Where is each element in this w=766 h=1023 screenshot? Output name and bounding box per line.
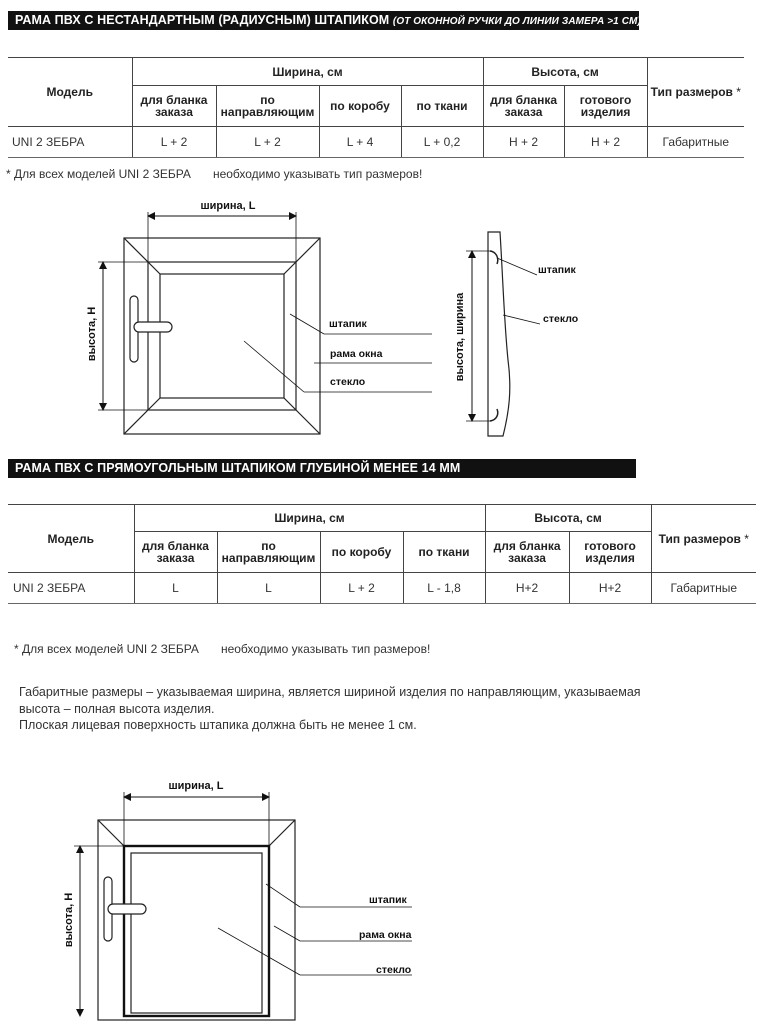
cell-value: L + 2 bbox=[320, 573, 403, 604]
height-label: высота, H bbox=[86, 306, 98, 362]
subheader-finished-product: готового изделия bbox=[569, 532, 651, 573]
label-window-frame: рама окна bbox=[330, 348, 383, 360]
section2-title: РАМА ПВХ С ПРЯМОУГОЛЬНЫМ ШТАПИКОМ ГЛУБИНОЙ МЕНЕЕ 14 ММ bbox=[15, 461, 461, 475]
cell-value: L bbox=[217, 573, 320, 604]
subheader-by-box: по коробу bbox=[320, 532, 403, 573]
cell-value: H + 2 bbox=[564, 127, 647, 158]
size-type-header-label: Тип размеров bbox=[658, 531, 741, 546]
section1-title: РАМА ПВХ С НЕСТАНДАРТНЫМ (РАДИУСНЫМ) ШТАПИКОМ bbox=[15, 13, 390, 27]
cell-value: H+2 bbox=[485, 573, 569, 604]
label-glass: стекло bbox=[376, 964, 412, 976]
model-header: Модель bbox=[8, 58, 132, 127]
section1-note-b: необходимо указывать тип размеров! bbox=[212, 167, 423, 181]
label-bead: штапик bbox=[329, 318, 367, 330]
width-label: ширина, L bbox=[200, 200, 256, 212]
window-frame bbox=[124, 238, 320, 434]
size-type-header-label: Тип размеров bbox=[650, 85, 733, 99]
width-header: Ширина, см bbox=[134, 505, 485, 532]
side-leader-glass bbox=[503, 315, 540, 324]
cell-size-type: Габаритные bbox=[647, 127, 744, 158]
section2-note-b: необходимо указывать тип размеров! bbox=[220, 642, 431, 656]
cell-model: UNI 2 ЗЕБРА bbox=[8, 127, 132, 158]
side-height-label: высота, ширина bbox=[454, 292, 466, 382]
window-bead-outer bbox=[124, 846, 269, 1016]
section2-note-a: * Для всех моделей UNI 2 ЗЕБРА bbox=[14, 642, 199, 656]
subheader-order-form-width: для бланка заказа bbox=[134, 532, 217, 573]
cell-value: H+2 bbox=[569, 573, 651, 604]
label-glass: стекло bbox=[330, 376, 366, 388]
subheader-by-box: по коробу bbox=[319, 86, 401, 127]
paragraph-line: Плоская лицевая поверхность штапика должна быть не менее 1 см. bbox=[19, 718, 417, 732]
cell-model: UNI 2 ЗЕБРА bbox=[8, 573, 134, 604]
window-diagram-radius bbox=[86, 200, 432, 434]
subheader-by-guides: по направляющим bbox=[217, 532, 320, 573]
cell-size-type: Габаритные bbox=[651, 573, 756, 604]
subheader-finished-product: готового изделия bbox=[564, 86, 647, 127]
side-profile-diagram bbox=[454, 232, 578, 436]
subheader-order-form-width: для бланка заказа bbox=[132, 86, 216, 127]
window-frame bbox=[98, 820, 295, 1020]
label-window-frame: рама окна bbox=[359, 929, 412, 941]
side-label-bead: штапик bbox=[538, 264, 576, 276]
cell-value: L - 1,8 bbox=[403, 573, 485, 604]
side-label-glass: стекло bbox=[543, 313, 579, 325]
window-diagram-rectangular bbox=[63, 780, 412, 1020]
size-type-asterisk: * bbox=[736, 85, 741, 99]
cell-value: L + 0,2 bbox=[401, 127, 483, 158]
section1-subtitle: (ОТ ОКОННОЙ РУЧКИ ДО ЛИНИИ ЗАМЕРА >1 СМ) bbox=[392, 16, 641, 27]
cell-value: L + 4 bbox=[319, 127, 401, 158]
paragraph-line: высота – полная высота изделия. bbox=[19, 701, 215, 716]
side-leader-bead bbox=[497, 258, 537, 275]
subheader-order-form-height: для бланка заказа bbox=[485, 532, 569, 573]
paragraph-line: Габаритные размеры – указываемая ширина, является шириной изделия по направляющим, указываемая bbox=[19, 685, 641, 699]
size-type-asterisk: * bbox=[744, 531, 749, 546]
cell-value: L + 2 bbox=[216, 127, 319, 158]
cell-value: L bbox=[134, 573, 217, 604]
subheader-by-fabric: по ткани bbox=[401, 86, 483, 127]
subheader-by-fabric: по ткани bbox=[403, 532, 485, 573]
height-header: Высота, см bbox=[483, 58, 647, 86]
cell-value: H + 2 bbox=[483, 127, 564, 158]
height-label: высота, H bbox=[63, 892, 75, 948]
cell-value: L + 2 bbox=[132, 127, 216, 158]
model-header: Модель bbox=[8, 505, 134, 573]
width-header: Ширина, см bbox=[132, 58, 483, 86]
side-profile-outline bbox=[488, 232, 510, 436]
label-bead: штапик bbox=[369, 894, 407, 906]
height-header: Высота, см bbox=[485, 505, 651, 532]
subheader-order-form-height: для бланка заказа bbox=[483, 86, 564, 127]
window-handle-icon bbox=[130, 296, 172, 362]
window-bead-inner bbox=[131, 853, 262, 1013]
width-label: ширина, L bbox=[168, 780, 224, 792]
section1-note-a: * Для всех моделей UNI 2 ЗЕБРА bbox=[6, 167, 191, 181]
subheader-by-guides: по направляющим bbox=[216, 86, 319, 127]
